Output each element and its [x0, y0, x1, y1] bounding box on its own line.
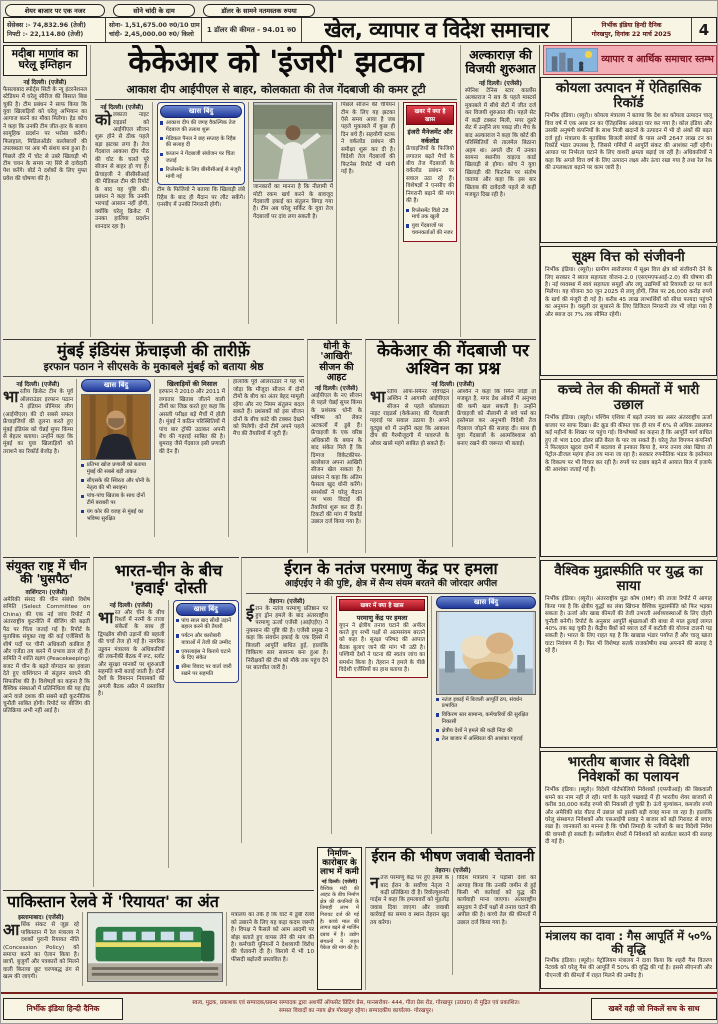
ashwin-col2 — [457, 389, 536, 547]
mumbai-bullet: यंग कोर की वजह से मुंबई का भविष्य सुरक्षित — [86, 508, 144, 522]
khas-bindu-ribbon: खास बिंदु — [160, 105, 242, 118]
article-pak-rail — [3, 890, 314, 990]
natanz-headline: ईरान के नतंज परमाणु केंद्र पर हमला — [284, 559, 498, 578]
footer-slogan: खबरें वही जो निकलें सच के साथ — [591, 998, 717, 1020]
article-microfinance — [540, 246, 717, 376]
dhoni-body: आईपीएल के नए सीजन से पहले चेन्नई सुपर किंग्स के प्रशंसक धोनी के भविष्य को लेकर अटकलों में डूबे हैं। फ्रेंचाइजी के एक वरिष्ठ अधिकारी के बयान के बाद संकेत मिले हैं कि दिग्गज विकेटकीपर-बल्लेबाज अपना आखिरी सीजन खेल सकता है। प्रबंधन ने कहा कि अंतिम फैसला खुद धोनी करेंगे। समर्थकों ने घरेलू मैदान पर भव्य विदाई की तैयारियां शुरू कर दी हैं। टिकटों की मांग में रिकॉर्ड उछाल दर्ज किया गया है। — [311, 393, 362, 526]
khas-bindu-ribbon: खास बिंदु — [176, 603, 237, 616]
kkr-bullet: मेडिकल पैनल ने छह सप्ताह के रिहैब की सलाह दी — [165, 135, 236, 149]
india-china-dropcap: भा — [98, 607, 114, 627]
bullet-square-icon — [406, 209, 409, 212]
train-photo — [87, 912, 223, 982]
ashwin-dropcap: भा — [370, 388, 386, 406]
natanz-bullet: विकिरण स्तर सामान्य, कर्मचारियों की सुरक्षित निकासी — [441, 712, 529, 725]
stocks-label: शेयर बाजार पर एक नजर — [5, 4, 105, 17]
bullet-square-icon — [176, 619, 179, 622]
kkr-col1 — [95, 102, 153, 324]
alcaraz-body: स्पेनिश टेनिस स्टार कार्लोस अल्काराज ने सत्र के पहले मास्टर्स मुकाबले में सीधे सेटों में जीत दर्ज कर विजयी शुरुआत की। पहले सेट में कड़ी टक्कर मिली, मगर दूसरे सेट में उन्होंने लय पकड़ ली। मैच के बाद अल्काराज ने कहा कि कोर्ट की परिस्थितियों से तालमेल बिठाना अहम था। अगले दौर में उनका सामना स्थानीय वाइल्ड कार्ड खिलाड़ी से होगा। कोच ने युवा खिलाड़ी की फिटनेस पर संतोष जताया और कहा कि इस बार खिताब की दावेदारी पहले से कहीं मजबूत दिख रही है। — [465, 88, 536, 199]
iran-warning-body2: विदेश मंत्रालय ने पड़ोसी देशों को आगाह किया कि उनकी जमीन से हुई किसी भी कार्रवाई को युद्ध की कार्यवाही माना जाएगा। अंतरराष्ट्रीय समुदाय ने दोनों पक्षों से तनाव घटाने की अपील की है। कच्चे तेल की कीमतों में उछाल दर्ज किया गया है। — [457, 875, 536, 926]
natanz-body1: रान के नतंज परमाणु प्रतिष्ठान पर हुए ड्रोन हमले के बाद अंतरराष्ट्रीय परमाणु ऊर्जा एजेंसी (आईएईए) ने नुकसान की पुष्टि की है। एजेंसी प्रमुख ने कहा कि संवर्धन इकाई के एक हिस्से में बिजली आपूर्ति बाधित हुई, हालांकि विकिरण स्तर सामान्य बना हुआ है। निरीक्षकों की टीम को मौके तक पहुंच देने पर बातचीत जारी है। — [246, 605, 328, 672]
india-china-body: रत और चीन के बीच रिश्तों में नरमी के ताजा संकेतों के साथ ही द्विपक्षीय सीधी उड़ानों की बहाली की चर्चा तेज हो गई है। नागरिक उड्डयन मंत्रालय के अधिकारियों की तकनीकी बैठक में रूट, स्लॉट और सुरक्षा मानकों पर शुरुआती सहमति बनी बताई जाती है। दोनों देशों के विमानन नियामकों की अगली बैठक अप्रैल में प्रस्तावित है। — [98, 609, 165, 698]
ashwin-body1: रतीय ऑफ-स्पिनर रविचंद्रन अश्विन ने आगामी आईपीएल सीजन से पहले कोलकाता नाइट राइडर्स (केकेआर) की गेंदबाजी गहराई पर सवाल उठाया है। अपने यूट्यूब शो में उन्होंने कहा कि आकाश दीप की गैरमौजूदगी में पावरप्ले के ओवर खासे महंगे साबित हो सकते हैं। — [370, 388, 449, 447]
article-kkr — [90, 45, 457, 337]
page-number: 4 — [698, 21, 710, 39]
mumbai-dateline: नई दिल्ली। (एजेंसी) — [16, 382, 60, 389]
dhoni-headline: धोनी के 'आखिरी' सीजन की आहट — [319, 341, 354, 383]
paper-name: निर्भीक इंडिया हिन्दी दैनिक — [601, 21, 662, 29]
nirman-headline: निर्माण- कारोबार के लाभ में कमी — [320, 849, 359, 878]
india-china-bullet: सीमा विवाद पर वार्ता जारी रखने पर सहमति — [181, 664, 232, 677]
mumbai-col3-head: खिलाड़ियों की मिसाल — [166, 380, 218, 389]
india-china-dateline: नई दिल्ली। (एजेंसी) — [109, 602, 153, 609]
business-column — [539, 45, 717, 991]
natanz-bullet: नतंज इकाई में बिजली आपूर्ति ठप, संवर्धन प्रभावित — [441, 696, 523, 710]
kkr-subhead: आकाश दीप आईपीएल से बाहर, कोलकाता की तेज गेंदबाजी की कमर टूटी — [95, 83, 457, 100]
kkr-col4 — [341, 102, 399, 324]
mumbai-col1 — [3, 379, 77, 537]
natanz-red-head: परमाणु केंद्र पर हमला — [356, 613, 408, 622]
article-alcaraz — [460, 45, 536, 337]
iran-warning-body1: तंज परमाणु केंद्र पर हुए हमले के बाद ईरान के सर्वोच्च नेतृत्व ने कड़ी प्रतिक्रिया दी है। रिवोल्यूशनरी गार्ड्स ने कहा कि हमलावरों को मुंहतोड़ जवाब दिया जाएगा और जवाबी कार्रवाई का समय व स्थान तेहरान खुद तय करेगा। — [370, 875, 449, 926]
mumbai-col2 — [81, 379, 155, 537]
bullet-square-icon — [176, 665, 179, 668]
kkr-body1: लकाता नाइट राइडर्स को आईपीएल सीजन शुरू होने से ठीक पहले बड़ा झटका लगा है। तेज गेंदबाज आकाश दीप पीठ की चोट के चलते पूरे सीजन से बाहर हो गए हैं। फ्रेंचाइजी ने बीसीसीआई की मेडिकल टीम की रिपोर्ट के बाद यह पुष्टि की। प्रबंधन ने कहा कि उनकी भरपाई आसान नहीं होगी, क्योंकि घरेलू क्रिकेट में उनका हालिया प्रदर्शन शानदार रहा है। — [95, 112, 149, 230]
kkr-body4: पिछले सीजन की चैंपियन टीम के लिए यह झटका ऐसे समय आया है जब पहले मुकाबले में कुछ ही दिन बचे हैं। सहयोगी स्टाफ ने वर्कलोड प्रबंधन की समीक्षा शुरू कर दी है। विदेशी तेज गेंदबाजों की फिटनेस रिपोर्ट भी मांगी गई है। — [341, 102, 395, 176]
bullet-square-icon — [81, 510, 84, 513]
article-natanz — [241, 557, 536, 843]
bowler-photo — [253, 102, 333, 182]
nirman-body: वैश्विक मंदी की आहट के बीच निर्माण क्षेत्र की कंपनियों के तिमाही लाभ में गिरावट दर्ज की गई है। कच्चे माल की लागत बढ़ने से मार्जिन दबाव में है। उद्योग संगठनों ने राहत पैकेज की मांग की है। — [320, 885, 360, 952]
business-banner-title: व्यापार व आर्थिक समाचार स्तम्भ — [601, 53, 714, 65]
kkr-red-text: फ्रेंचाइजियों के फिजियो लगातार बढ़ते मैचों के बीच तेज गेंदबाजों के वर्कलोड प्रबंधन पर सवाल उठा रहे हैं। विशेषज्ञों ने एनसीए की निगरानी बढ़ाने की मांग की है। — [406, 146, 454, 205]
irfan-pathan-photo — [81, 394, 151, 460]
india-china-bullet: पर्यटन और कारोबारी यात्राओं में तेजी की उम्मीद — [181, 633, 231, 646]
pak-rail-col3 — [231, 912, 314, 986]
kkr-col5 — [403, 102, 457, 324]
pak-rail-body1: र्थिक संकट से जूझ रहे पाकिस्तान में रेल मंत्रालय ने दशकों पुरानी रियायत नीति (Concession Policy) को समाप्त करने का ऐलान किया है। छात्रों, बुजुर्गों और पत्रकारों को मिलने वाली किराया छूट चरणबद्ध ढंग से खत्म की जाएगी। — [3, 922, 79, 981]
bullet-square-icon — [160, 121, 163, 124]
kkr-col2 — [157, 102, 249, 324]
article-un-china — [3, 557, 90, 887]
stocks-box — [4, 18, 106, 42]
un-china-dateline: वाशिंगटन। (एजेंसी) — [25, 589, 68, 596]
pak-rail-col2 — [87, 912, 227, 986]
bullet-square-icon — [160, 137, 163, 140]
inflation-body: निर्भीक इंडिया। (ब्यूरो)। अंतरराष्ट्रीय मुद्रा कोष (IMF) की ताजा रिपोर्ट में आगाह किया गया है कि क्षेत्रीय युद्धों का लंबा खिंचना वैश्विक मुद्रास्फीति को फिर भड़का सकता है। ऊर्जा और खाद्य कीमतों की तेजी उभरती अर्थव्यवस्थाओं के लिए दोहरी चुनौती बनेगी। रिपोर्ट के अनुसार आपूर्ति श्रृंखलाओं की बाधा से माल ढुलाई लागत 40% तक बढ़ चुकी है। केंद्रीय बैंकों को ब्याज दरों में कटौती की योजना टालनी पड़ सकती है। भारत के लिए राहत यह है कि खाद्यान्न भंडार पर्याप्त हैं और चालू खाता घाटा नियंत्रण में है। फिर भी विशेषज्ञ सतर्क राजकोषीय रुख अपनाने की सलाह दे रहे हैं। — [545, 596, 712, 655]
business-banner — [543, 45, 717, 75]
bullet-square-icon — [436, 698, 439, 701]
un-china-body: अमेरिकी संसद की चीन संबंधी विशेष समिति (Select Committee on China) की एक नई जांच रिपोर्ट में अंतरराष्ट्रीय कूटनीति में बीजिंग की बढ़ती पैठ पर चिंता जताई गई है। रिपोर्ट के मुताबिक संयुक्त राष्ट्र की कई एजेंसियों के शीर्ष पदों पर चीनी अधिकारी काबिज हैं और एजेंडा तय करने में प्रभाव डाल रहे हैं। समिति ने शांति रक्षण (Peacekeeping) बजट में चीन के बढ़ते योगदान का हवाला देते हुए वाशिंगटन से संतुलन साधने की सिफारिश की है। विशेषज्ञों का कहना है कि वैश्विक संस्थाओं में प्रतिनिधित्व की यह होड़ आने वाले दशक की सबसे बड़ी कूटनीतिक चुनौती साबित होगी। रिपोर्ट पर बीजिंग की प्रतिक्रिया अभी नहीं आई है। — [3, 596, 90, 715]
article-gas — [540, 926, 717, 989]
kkr-bullet: रिप्लेसमेंट के लिए बीसीसीआई से मंजूरी मांगी गई — [165, 166, 241, 180]
un-china-headline: संयुक्त राष्ट्र में चीन की 'घुसपैठ' — [6, 559, 87, 586]
natanz-bullet: क्षेत्रीय देशों ने हमले की कड़ी निंदा की — [441, 727, 513, 734]
dollar-label: डॉलर के सामने नतमस्तक रुपया — [203, 4, 315, 17]
article-madiba — [3, 45, 87, 337]
fpi-headline: भारतीय बाजार से विदेशी निवेशकों का पलायन — [567, 754, 690, 786]
natanz-red-text: यूएन ने क्षेत्रीय तनाव घटाने की अपील करते हुए सभी पक्षों से आत्मसंयम बरतने को कहा है। सुरक्षा परिषद की आपात बैठक बुलाए जाने की मांग भी उठी है। पश्चिमी देशों ने घटना की स्वतंत्र जांच का समर्थन किया है। तेहरान ने हमले के पीछे विदेशी एजेंसियों का हाथ बताया है। — [339, 622, 425, 674]
mumbai-bullet: प्रतिभा खोज प्रणाली को बताया मुंबई की सबसे बड़ी ताकत — [86, 462, 147, 476]
iran-warning-col2 — [457, 875, 536, 975]
bullet-square-icon — [176, 650, 179, 653]
pak-rail-headline: पाकिस्तान रेलवे में 'रियायत' का अंत — [7, 892, 219, 911]
micro-headline: सूक्ष्म वित्त को संजीवनी — [572, 249, 685, 265]
page-footer — [1, 992, 718, 1024]
mumbai-bullet: पांच-पांच खिताब के साथ दोनों टीमें बराबरी पर — [86, 493, 145, 507]
iran-warning-dateline: तेहरान। (एजेंसी) — [435, 868, 471, 875]
pak-rail-dateline: इस्लामाबाद। (एजेंसी) — [18, 915, 64, 922]
fpi-body: निर्भीक इंडिया। (ब्यूरो)। विदेशी पोर्टफोलियो निवेशकों (एफपीआई) की बिकवाली थमने का नाम नहीं ले रही। मार्च के पहले पखवाड़े में ही भारतीय शेयर बाजारों से करीब 30,000 करोड़ रुपये की निकासी हो चुकी है। ऊंचे मूल्यांकन, कमजोर रुपये और अमेरिकी बांड यील्ड में उछाल को इसकी बड़ी वजह माना जा रहा है। हालांकि घरेलू संस्थागत निवेशकों और एसआईपी प्रवाह ने बाजार को बड़ी गिरावट से बचाए रखा है। जानकारों का मानना है कि चौथी तिमाही के नतीजों के बाद विदेशी निवेश की वापसी हो सकती है। स्मॉलकैप शेयरों में निवेशकों को सतर्कता बरतने की सलाह दी गई है। — [545, 787, 712, 846]
mumbai-subhead: इरफान पठान ने सीएसके के मुकाबले मुंबई को बताया श्रेष्ठ — [3, 361, 304, 377]
natanz-col1 — [246, 596, 332, 834]
article-inflation — [540, 560, 717, 748]
kkr-body2: टीम के फिजियो ने बताया कि खिलाड़ी लंबे रिहैब के बाद ही मैदान पर लौट सकेंगे। एनसीए में उनकी निगरानी होगी। — [157, 187, 245, 209]
coal-body: निर्भीक इंडिया। (ब्यूरो)। कोयला मंत्रालय ने बताया कि देश का कोयला उत्पादन चालू वित्त वर्ष में एक अरब टन का ऐतिहासिक आंकड़ा पार कर गया है। कोल इंडिया और उसकी अनुषंगी कंपनियों के साथ निजी खदानों के उत्पादन में भी दो अंकों की बढ़त दर्ज हुई। मंत्रालय के मुताबिक बिजली संयंत्रों के पास अभी 2647 लाख टन का रिकॉर्ड भंडार उपलब्ध है, जिससे गर्मियों में आपूर्ति संकट की आशंका नहीं रहेगी। आयात पर निर्भरता घटाने के लिए वाशरी क्षमता बढ़ाई जा रही है। अधिकारियों ने कहा कि अगले वित्त वर्ष के लिए उत्पादन लक्ष्य और ऊंचा रखा गया है तथा रेल रेक की उपलब्धता बढ़ाने पर काम जारी है। — [545, 113, 712, 172]
khas-bindu-ribbon: खास बिंदु — [436, 596, 536, 609]
article-coal — [540, 77, 717, 243]
ashwin-col1 — [370, 389, 453, 547]
natanz-red-box — [336, 596, 428, 678]
kkr-bullet: आकाश दीप की जगह वैकल्पिक तेज गेंदबाज की तलाश शुरू — [165, 120, 236, 133]
article-dhoni — [307, 339, 362, 553]
article-fpi — [540, 751, 717, 923]
gold-box — [106, 18, 202, 42]
alcaraz-headline: अल्काराज़ की विजयी शुरुआत — [465, 47, 536, 76]
footer-paper-name: निर्भीक इंडिया हिन्दी दैनिक — [3, 998, 123, 1020]
kkr-col3 — [253, 102, 337, 324]
sensex-value: सेंसेक्स :- 74,832.96 (तेजी) — [7, 21, 86, 29]
article-iran-warning — [365, 847, 536, 990]
article-india-china — [93, 557, 239, 887]
india-china-headline: भारत-चीन के बीच 'हवाई' दोस्ती — [114, 561, 223, 598]
kkr-dateline: नई दिल्ली। (एजेंसी) — [100, 105, 144, 112]
kkr-body3: जानकारों का मानना है कि नीलामी में मोटी रकम खर्च करने के बावजूद गेंदबाजी इकाई का संतुलन बिगड़ गया है। टीम अब घरेलू सर्किट के युवा तेज गेंदबाजों पर दांव लगा सकती है। — [253, 184, 333, 220]
bullet-square-icon — [436, 713, 439, 716]
iran-warning-col1 — [370, 875, 453, 975]
natanz-subhead: आईएईए ने की पुष्टि, क्षेत्र में सैन्य संयम बरतने की जोरदार अपील — [246, 579, 536, 593]
natanz-col2 — [336, 596, 432, 834]
nifty-value: निफ्टी :- 22,114.80 (तेजी) — [7, 31, 84, 38]
pak-rail-dropcap: आ — [3, 920, 20, 940]
gas-headline: मंत्रालय का दावा : गैस आपूर्ति में ५०% की वृद्धि — [545, 929, 712, 956]
nirman-dateline: नई दिल्ली। (एजेंसी) — [321, 879, 358, 885]
bullet-square-icon — [160, 168, 163, 171]
masthead-band — [3, 17, 717, 43]
dollar-box — [202, 18, 302, 42]
footer-imprint-line1: स्वत्व, मुद्रक, प्रकाशक एवं सम्पादक/प्रबन्ध सम्पादक द्वारा अशर्फी ऑफसेट प्रिंटिंग प्रेस, मानसरोवर- 444, गीता प्रेस रोड, गोरखपुर (उ0प्र0) से मुद्रित एवं प्रकाशित। — [192, 1000, 520, 1006]
kkr-red-box — [403, 102, 457, 242]
paper-info — [572, 18, 692, 42]
kkr-bullet: कप्तान ने गेंदबाजी संयोजन पर चिंता जताई — [165, 151, 235, 164]
pak-rail-col1 — [3, 912, 83, 986]
kkr-red-bullet: युवा गेंदबाजों पर चयनकर्ताओं की नजर — [411, 223, 453, 236]
micro-body: निर्भीक इंडिया। (ब्यूरो)। ग्रामीण स्वरोजगार में सूक्ष्म वित्त क्षेत्र को संजीवनी देने के लिए सरकार ने ब्याज सहायता योजना-2.0 (एसएमएफआई-2.0) की घोषणा की है। नई व्यवस्था में स्वयं सहायता समूहों और लघु उद्यमियों को रियायती दर पर कर्ज मिलेगा। यह योजना 30 जून 2025 से लागू होगी, जिस पर 26,000 करोड़ रुपये के खर्च की मंजूरी दी गई है। करीब 45 लाख लाभार्थियों को सीधा फायदा पहुंचने का अनुमान है। वसूली दर सुधारने के लिए डिजिटल निगरानी तंत्र भी जोड़ा गया है और ब्याज दर 7% तक सीमित रहेगी। — [545, 267, 712, 318]
india-china-col1 — [98, 600, 169, 868]
article-nirman — [317, 847, 362, 990]
khabar-khas-ribbon: खबर में क्या है खास — [406, 105, 454, 125]
kkr-red-head: इंजरी मैनेजमेंट और वर्कलोड — [407, 128, 453, 146]
mumbai-body2: इरफान ने 2010 और 2011 में लगातार खिताब जीतने वाली टीमों का जिक्र करते हुए कहा कि असली परीक्षा बड़े मैचों में होती है। मुंबई ने कठिन परिस्थितियों में पांच बार ट्रॉफी उठाकर अपनी बेंच की गहराई साबित की है। बुमराह जैसे गेंदबाज इसी प्रणाली की देन हैं। — [159, 389, 225, 455]
crude-headline: कच्चे तेल की कीमतों में भारी उछाल — [557, 382, 700, 414]
bullet-square-icon — [81, 479, 84, 482]
gold-price: सोना- 1,51,675.00 रु0/10 ग्राम — [109, 21, 200, 29]
india-china-khas-box — [173, 600, 240, 683]
ashwin-dateline: नई दिल्ली। (एजेंसी) — [431, 381, 475, 388]
bullet-square-icon — [406, 224, 409, 227]
bullet-square-icon — [436, 738, 439, 741]
mumbai-col4 — [233, 379, 304, 537]
ashwin-headline: केकेआर की गेंदबाजी पर अश्विन का प्रश्न — [377, 341, 529, 380]
bullet-square-icon — [81, 495, 84, 498]
natanz-bullet: तेल बाजार में अस्थिरता की आशंका गहराई — [441, 736, 523, 743]
kkr-dropcap: को — [95, 110, 112, 130]
article-ashwin — [365, 339, 536, 553]
mumbai-bullet: सीएसके की स्थिरता और धोनी के नेतृत्व की भी सराहना — [86, 477, 150, 491]
gas-body: निर्भीक इंडिया। (ब्यूरो)। पेट्रोलियम मंत्रालय ने दावा किया कि शहरी गैस वितरण नेटवर्क को घरेलू गैस की आपूर्ति में 50% की वृद्धि की गई है। इससे सीएनजी और पीएनजी की कीमतों में राहत मिलने की उम्मीद है। — [545, 957, 712, 979]
inflation-headline: वैश्विक मुद्रास्फीति पर युद्ध का साया — [554, 563, 703, 595]
explosion-photo — [436, 611, 536, 695]
dollar-rate: 1 डॉलर की कीमत - 94.01 रु0 — [206, 25, 297, 34]
kkr-headline: केकेआर को 'इंजरी' झटका — [128, 45, 424, 80]
silver-price: चांदी- 2,45,000.00 रु0/ किलो — [109, 31, 194, 38]
natanz-dateline: तेहरान। (एजेंसी) — [269, 598, 305, 605]
india-china-bullet: एयरलाइंस ने किराये घटाने के दिए संकेत — [181, 648, 231, 662]
natanz-col3 — [436, 596, 536, 834]
bullet-square-icon — [81, 464, 84, 467]
bullet-square-icon — [160, 153, 163, 156]
article-crude-oil — [540, 379, 717, 557]
mumbai-body3: हालांकि पूर्व ऑलराउंडर ने यह भी जोड़ा कि मौजूदा सीजन में दोनों टीमों के बीच का अंतर बेहद मामूली रहेगा और नए नियम संतुलन बदल सकते हैं। प्रशंसकों को इस सीजन दोनों के बीच कांटे की टक्कर देखने को मिलेगी। दोनों टीमें अपने पहले मैच की तैयारियों में जुटी हैं। — [233, 379, 304, 438]
edition-line: गोरखपुर, दिनांक 22 मार्च 2025 — [591, 31, 672, 38]
iran-warning-headline: ईरान की भीषण जवाबी चेतावनी — [371, 849, 535, 865]
mumbai-body1: रतीय क्रिकेट टीम के पूर्व ऑलराउंडर इरफान पठान ने इंडियन प्रीमियर लीग (आईपीएल) की दो सबसे सफल फ्रेंचाइजियों की तुलना करते हुए मुंबई इंडियंस को चेन्नई सुपर किंग्स से बेहतर बताया। उन्होंने कहा कि मुंबई का युवा खिलाड़ियों को तराशने का रिकॉर्ड बेजोड़ है। — [3, 389, 73, 455]
section-title: खेल, व्यापार व विदेश समाचार — [302, 18, 572, 42]
khabar-khas-ribbon: खबर में क्या है खास — [339, 599, 425, 611]
bullet-square-icon — [176, 634, 179, 637]
bullet-square-icon — [436, 729, 439, 732]
india-china-col2 — [173, 600, 240, 868]
mumbai-col3 — [159, 379, 229, 537]
coal-headline: कोयला उत्पादन में ऐतिहासिक रिकॉर्ड — [555, 80, 702, 112]
mumbai-headline: मुंबई इंडियंस फ्रेंचाइजी की तारीफ़ें — [57, 341, 250, 360]
dhoni-dateline: नई दिल्ली। (एजेंसी) — [314, 386, 359, 392]
natanz-dropcap: ई — [246, 603, 254, 623]
crude-body: निर्भीक इंडिया। (ब्यूरो)। पश्चिम एशिया में बढ़ते तनाव का असर अंतरराष्ट्रीय ऊर्जा बाजार पर साफ दिखा। ब्रेंट क्रूड की कीमत एक ही सत्र में 6% से अधिक उछलकर कई महीनों के शिखर पर पहुंच गई। विश्लेषकों का कहना है कि आपूर्ति मार्ग बाधित हुए तो भाव 100 डॉलर प्रति बैरल के पार जा सकते हैं। घरेलू तेल विपणन कंपनियों ने फिलहाल खुदरा दामों में बदलाव से इनकार किया है, मगर तनाव लंबा खिंचा तो पेट्रोल-डीजल महंगा होना तय माना जा रहा है। सरकार रणनीतिक भंडार के इस्तेमाल के विकल्प पर भी विचार कर रही है। रुपये पर दबाव बढ़ने से आयात बिल में इजाफे की आशंका जताई गई है। — [545, 415, 712, 474]
footer-imprint — [127, 999, 585, 1016]
madiba-body: फैसलाबाद स्पोर्ट्स सिटी के न्यू इंटरनेशनल स्टेडियम में घरेलू सीरीज की बिसात बिछ चुकी है। टीम प्रबंधन ने साफ किया कि युवा खिलाड़ियों को घरेलू अभियान का आगाज करने का मौका मिलेगा। हेड कोच ने कहा कि उनकी टीम जीत-हार के बजाय सामूहिक प्रदर्शन पर भरोसा करेगी। फिलहाल, मिडिलऑर्डर बल्लेबाजों की उपलब्धता पर अब भी संशय बना हुआ है। पिछले दौरे में चोट से उबरे खिलाड़ी भी टीम चयन के समय नए सिरे से दावेदारी पेश करेंगे। बोर्ड ने दर्शकों के लिए मुफ्त प्रवेश की घोषणा की है। — [3, 86, 87, 182]
business-banner-image — [546, 48, 598, 72]
madiba-dateline: नई दिल्ली। (एजेंसी) — [23, 79, 67, 86]
kkr-khas-box — [157, 102, 245, 185]
kkr-red-bullet: रिप्लेसमेंट विंडो 28 मार्च तक खुली — [411, 207, 449, 221]
madiba-headline: मदीबा माणांव का घरेलू इम्तिहान — [11, 48, 79, 72]
iran-warning-dropcap: न — [370, 875, 379, 893]
alcaraz-dateline: नई दिल्ली। (एजेंसी) — [478, 81, 523, 87]
india-china-bullet: पांच साल बाद सीधी उड़ानें बहाल करने की तैयारी — [181, 617, 232, 631]
mumbai-dropcap: भा — [3, 387, 19, 407]
ashwin-body2: अश्विन ने कहा कि स्पिन जोड़ी तो मजबूत है, मगर डेथ ओवरों में अनुभव की कमी खल सकती है। उन्होंने फ्रेंचाइजी को नीलामी से बचे पर्स का इस्तेमाल कर अनुभवी विदेशी तेज गेंदबाज जोड़ने की सलाह दी। साथ ही युवा गेंदबाजों के आत्मविश्वास को बनाए रखने की जरूरत भी बताई। — [457, 388, 536, 447]
article-mumbai — [3, 339, 304, 553]
gold-label: सोने चांदी के दाम — [113, 4, 195, 17]
pak-rail-body2: मंत्रालय का तर्क है कि घाटे में डूबी रेलवे को उबारने के लिए यह कड़ा कदम जरूरी है। विपक्ष ने फैसले को आम आदमी पर बोझ बताते हुए वापस लेने की मांग की है। कर्मचारी यूनियनों ने देशव्यापी विरोध की चेतावनी दी है। किराये में भी 10 फीसदी बढ़ोतरी प्रस्तावित है। — [231, 912, 314, 963]
khas-bindu-ribbon: खास बिंदु — [81, 379, 151, 392]
footer-imprint-line2: समस्त विवादों का न्याय क्षेत्र गोरखपुर रहेगा। सम्पादकीय कार्यालय- गोरखपुर। — [278, 1008, 434, 1015]
